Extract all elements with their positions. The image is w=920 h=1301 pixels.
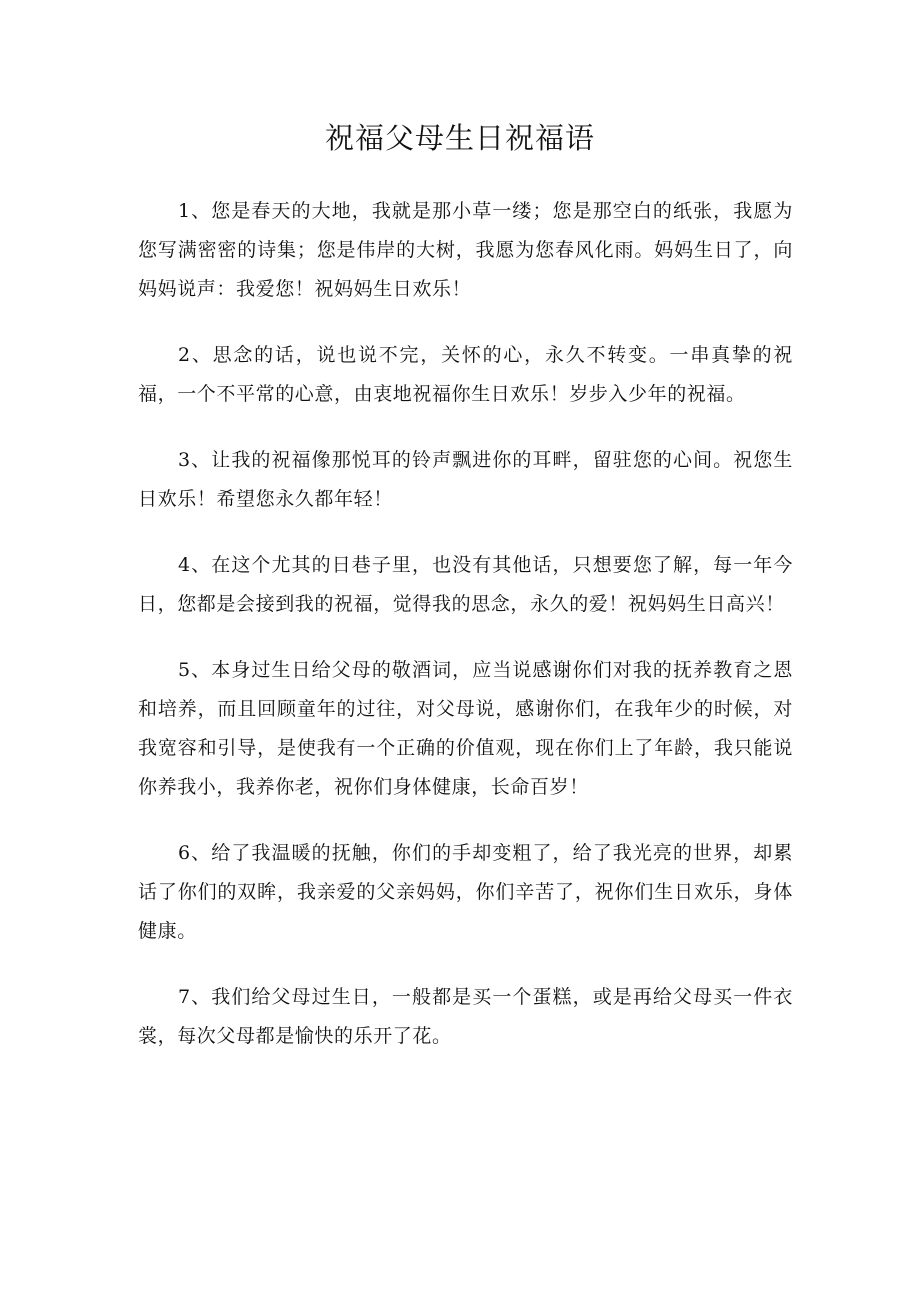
paragraph-5: 5、本身过生日给父母的敬酒词，应当说感谢你们对我的抚养教育之恩和培养，而且回顾童年的过往，对父母说，感谢你们，在我年少的时候，对我宽容和引导，是使我有一个正确的价值观，现在你们上了年龄，我只能说你养我小，我养你老，祝你们身体健康，长命百岁！	[138, 659, 793, 798]
document-title: 祝福父母生日祝福语	[324, 121, 595, 155]
paragraph-1: 1、您是春天的大地，我就是那小草一缕；您是那空白的纸张，我愿为您写满密密的诗集；您是伟岸的大树，我愿为您春风化雨。妈妈生日了，向妈妈说声：我爱您！祝妈妈生日欢乐！	[138, 200, 793, 300]
paragraph-4: 4、在这个尤其的日巷子里，也没有其他话，只想要您了解，每一年今日，您都是会接到我的祝福，觉得我的思念，永久的爱！祝妈妈生日高兴！	[138, 554, 793, 615]
paragraph-3: 3、让我的祝福像那悦耳的铃声飘进你的耳畔，留驻您的心间。祝您生日欢乐！希望您永久都年轻！	[138, 449, 793, 510]
document-body	[138, 192, 793, 1083]
paragraph-2: 2、思念的话，说也说不完，关怀的心，永久不转变。一串真挚的祝福，一个不平常的心意，由衷地祝福你生日欢乐！岁步入少年的祝福。	[138, 344, 793, 405]
paragraph-7: 7、我们给父母过生日，一般都是买一个蛋糕，或是再给父母买一件衣裳，每次父母都是愉快的乐开了花。	[138, 986, 793, 1047]
paragraph-6: 6、给了我温暖的抚触，你们的手却变粗了，给了我光亮的世界，却累话了你们的双眸，我亲爱的父亲妈妈，你们辛苦了，祝你们生日欢乐，身体健康。	[138, 842, 793, 942]
